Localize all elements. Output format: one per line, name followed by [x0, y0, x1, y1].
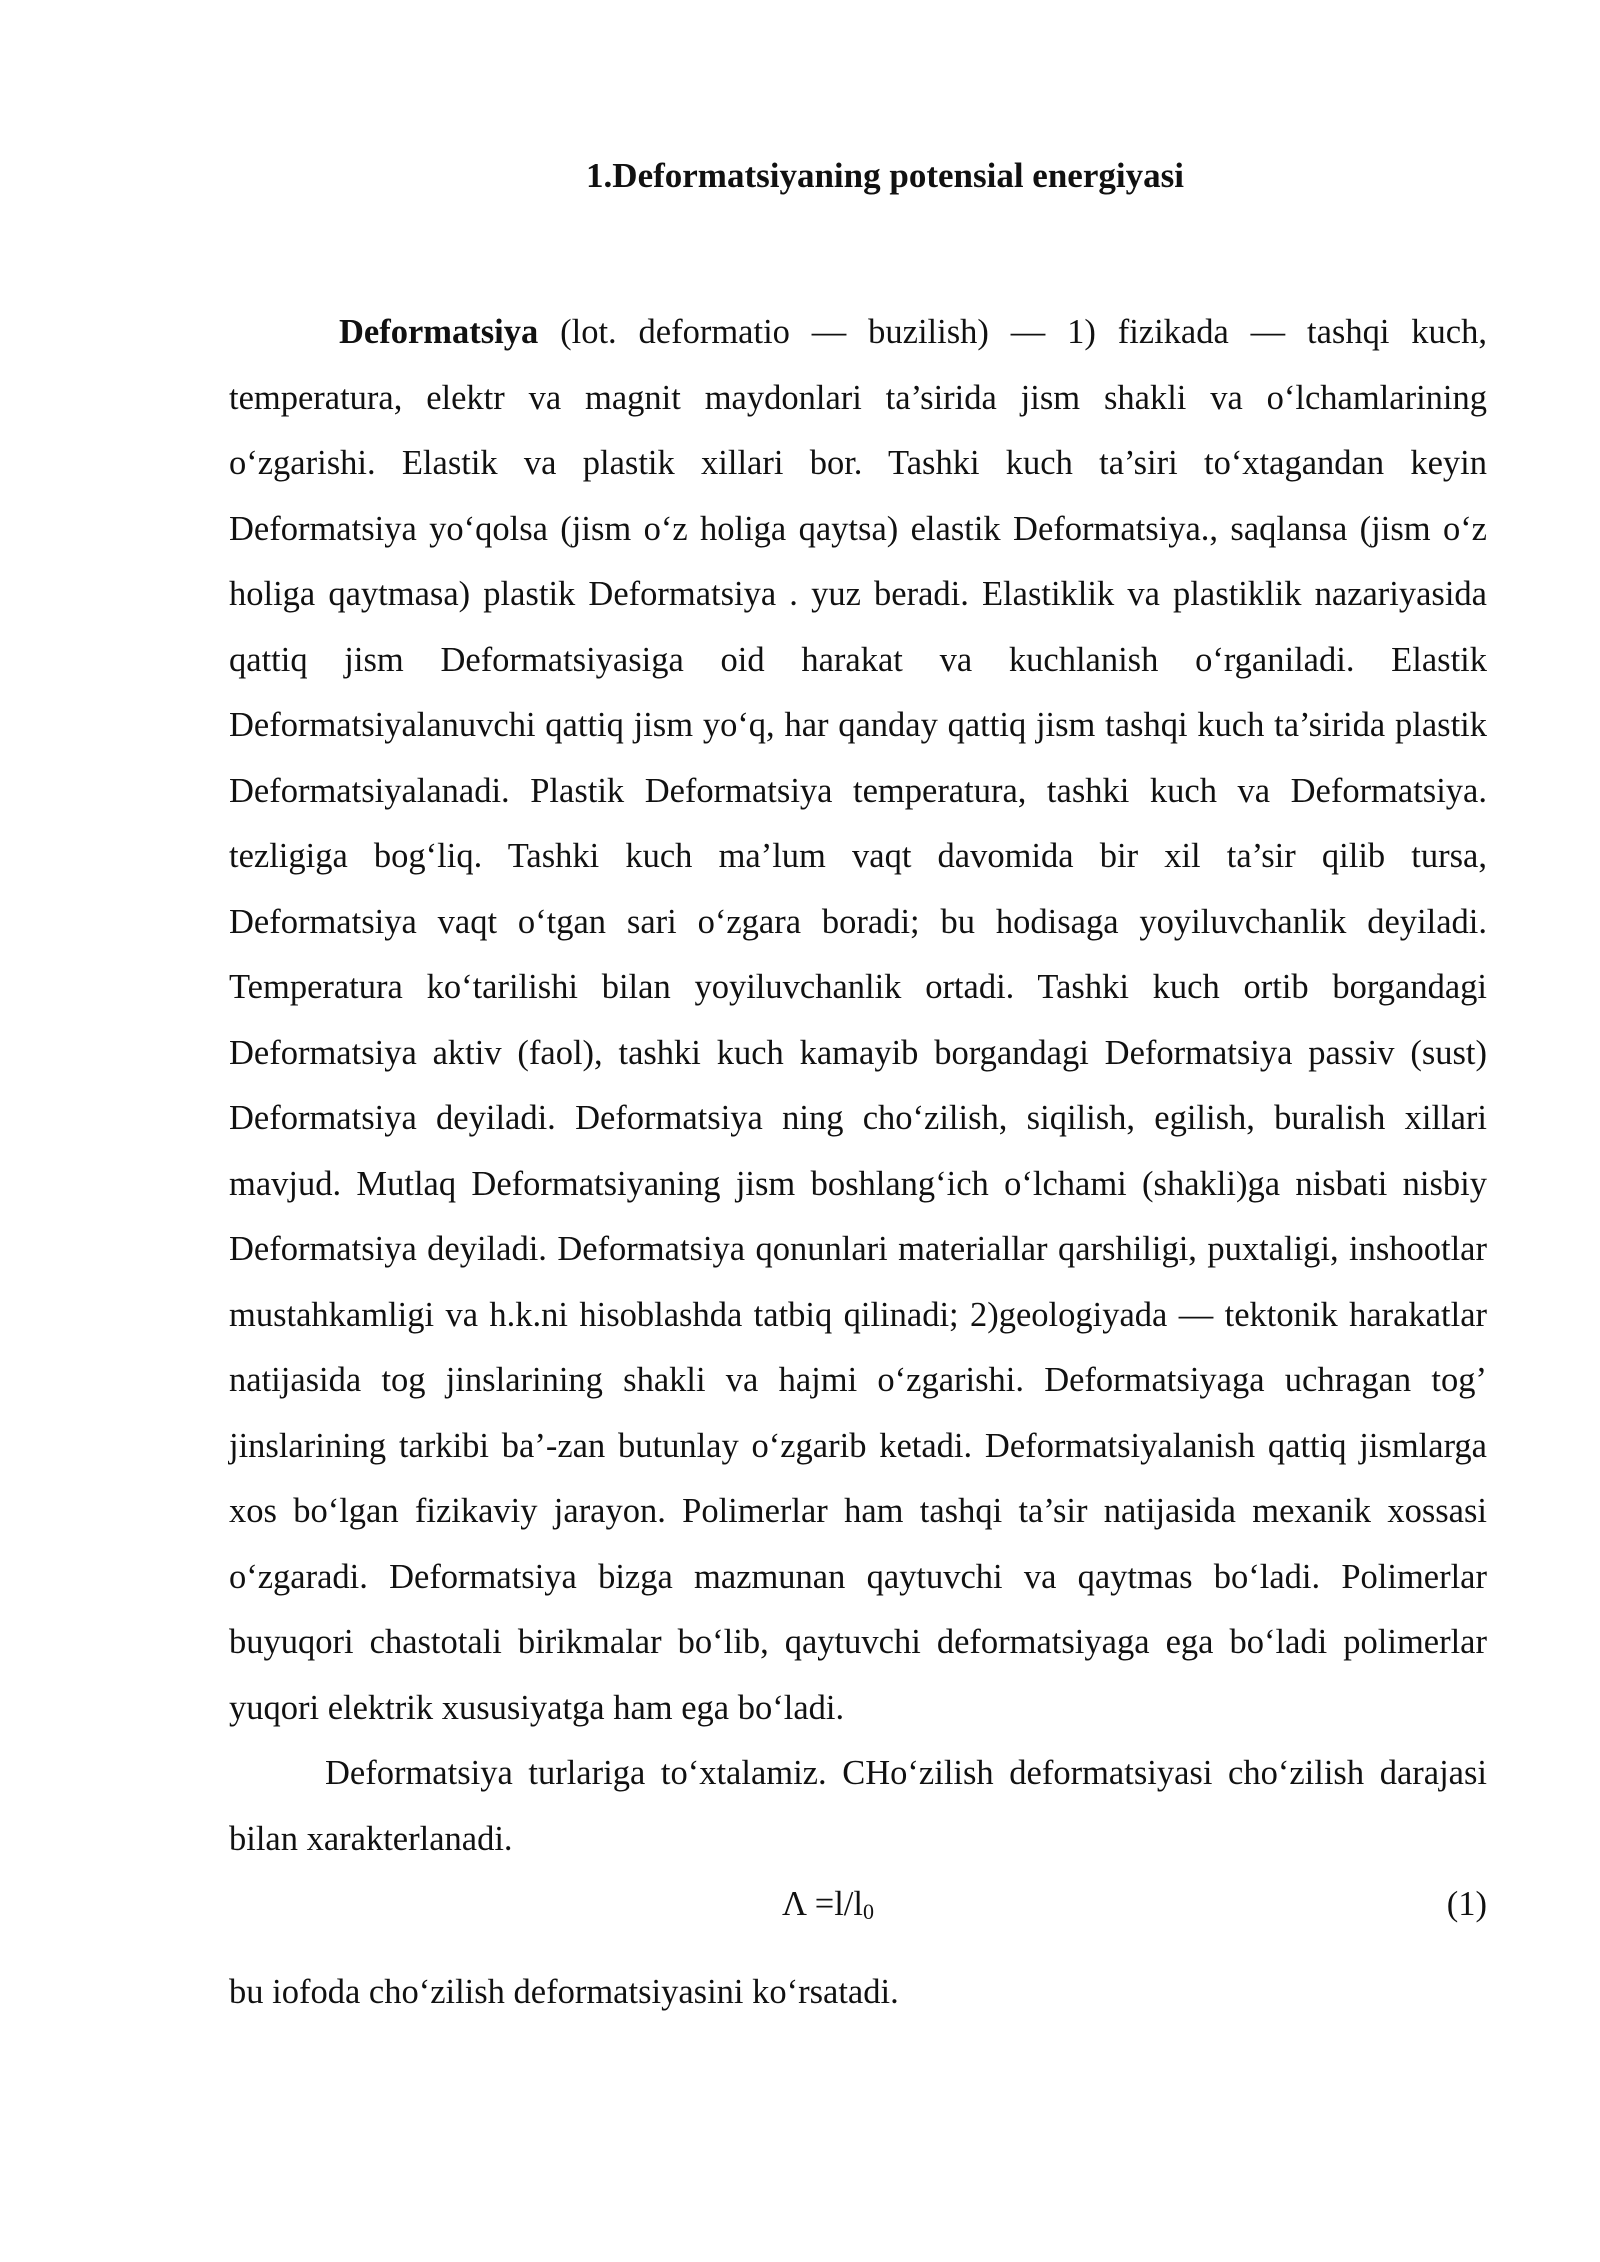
paragraph-text: (lot. deformatio — buzilish) — 1) fizikada — tashqi kuch, temperatura, elektr va magnit maydonlari ta’sirida jism shakli va o‘lchamlarining o‘zgarishi. Elastik va plastik xillari bor. Tashki kuch ta’siri to‘xtagandan keyin Deformatsiya yo‘qolsa (jism o‘z holiga qaytsa) elastik Deformatsiya., saqlansa (jism o‘z holiga qaytmasa) plastik Deformatsiya . yuz beradi. Elastiklik va plastiklik nazariyasida qattiq jism Deformatsiyasiga oid harakat va kuchlanish o‘rganiladi. Elastik Deformatsiyalanuvchi qattiq jism yo‘q, har qanday qattiq jism tashqi kuch ta’sirida plastik Deformatsiyalanadi. Plastik Deformatsiya temperatura, tashki kuch va Deformatsiya. tezligiga bog‘liq. Tashki kuch ma’lum vaqt davomida bir xil ta’sir qilib tursa, Deformatsiya vaqt o‘tgan sari o‘zgara boradi; bu hodisaga yoyiluvchanlik deyiladi. Temperatura ko‘tarilishi bilan yoyiluvchanlik ortadi. Tashki kuch ortib borgandagi Deformatsiya aktiv (faol), tashki kuch kamayib borgandagi Deformatsiya passiv (sust) Deformatsiya deyiladi. Deformatsiya ning cho‘zilish, siqilish, egilish, buralish xillari mavjud. Mutlaq Deformatsiyaning jism boshlang‘ich o‘lchami (shakli)ga nisbati nisbiy Deformatsiya deyiladi. Deformatsiya qonunlari materiallar qarshiligi, puxtaligi, inshootlar mustahkamligi va h.k.ni hisoblashda tatbiq qilinadi; 2)geologiyada — tektonik harakatlar natijasida tog jinslarining shakli va hajmi o‘zgarishi. Deformatsiyaga uchragan tog’ jinslarining tarkibi ba’-zan butunlay o‘zgarib ketadi. Deformatsiyalanish qattiq jismlarga xos bo‘lgan fizikaviy jarayon. Polimerlar ham tashqi ta’sir natijasida mexanik xossasi o‘zgaradi. Deformatsiya bizga mazmunan qaytuvchi va qaytmas bo‘ladi. Polimerlar buyuqori chastotali birikmalar bo‘lib, qaytuvchi deformatsiyaga ega bo‘ladi polimerlar yuqori elektrik xususiyatga ham ega bo‘ladi. — [229, 313, 1487, 1727]
document-title: 1.Deformatsiyaning potensial energiyasi — [586, 156, 1184, 195]
formula-row — [229, 1872, 1487, 1938]
formula-main: Λ =l/l — [782, 1885, 863, 1923]
paragraph-deformation-types: Deformatsiya turlariga to‘xtalamiz. CHo‘zilish deformatsiyasi cho‘zilish darajasi bilan xarakterlanadi. — [229, 1754, 1487, 1858]
document-body — [229, 300, 1487, 2026]
formula-subscript: 0 — [862, 1899, 874, 1924]
equation-number: (1) — [1446, 1885, 1487, 1923]
formula — [782, 1872, 874, 1938]
paragraph-deformatsiya-definition — [229, 300, 1487, 1741]
bold-term: Deformatsiya — [339, 313, 539, 351]
paragraph-formula-explanation: bu iofoda cho‘zilish deformatsiyasini ko‘rsatadi. — [229, 1973, 899, 2011]
